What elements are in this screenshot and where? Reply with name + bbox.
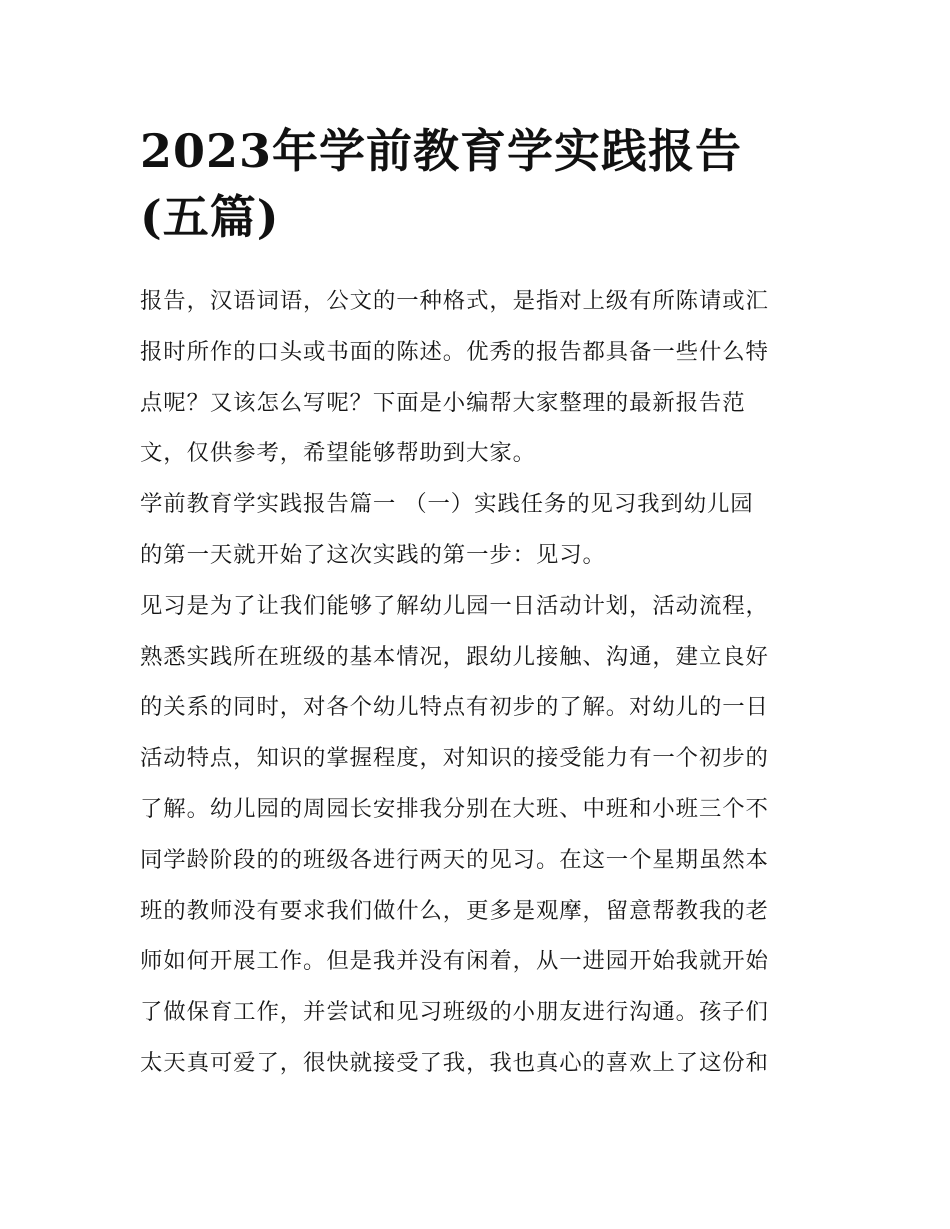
text-line: 师如何开展工作。但是我并没有闲着，从一进园开始我就开始 — [140, 948, 769, 975]
paragraph-intro — [140, 276, 820, 479]
document-title — [140, 118, 820, 250]
title-line-2: (五篇) — [140, 190, 280, 244]
paragraph-internship — [140, 581, 820, 1089]
text-line: 报时所作的口头或书面的陈述。优秀的报告都具备一些什么特 — [140, 338, 769, 365]
text-line: 了做保育工作，并尝试和见习班级的小朋友进行沟通。孩子们 — [140, 999, 769, 1026]
text-line: 文，仅供参考，希望能够帮助到大家。 — [140, 440, 536, 467]
text-line: 了解。幼儿园的周园长安排我分别在大班、中班和小班三个不 — [140, 795, 769, 822]
text-line: 同学龄阶段的的班级各进行两天的见习。在这一个星期虽然本 — [140, 846, 769, 873]
title-line-1: 2023年学前教育学实践报告 — [140, 124, 743, 178]
text-line: 太天真可爱了，很快就接受了我，我也真心的喜欢上了这份和 — [140, 1049, 769, 1076]
text-line: 见习是为了让我们能够了解幼儿园一日活动计划，活动流程， — [140, 592, 769, 619]
text-line: 熟悉实践所在班级的基本情况，跟幼儿接触、沟通，建立良好 — [140, 643, 769, 670]
text-line: 点呢？又该怎么写呢？下面是小编帮大家整理的最新报告范 — [140, 389, 746, 416]
text-line: 的第一天就开始了这次实践的第一步：见习。 — [140, 541, 606, 568]
text-line: 活动特点，知识的掌握程度，对知识的接受能力有一个初步的 — [140, 745, 769, 772]
paragraph-section-one — [140, 479, 820, 581]
document-body — [140, 276, 820, 1089]
text-line: 学前教育学实践报告篇一 （一）实践任务的见习我到幼儿园 — [140, 491, 754, 518]
text-line: 班的教师没有要求我们做什么，更多是观摩，留意帮教我的老 — [140, 897, 769, 924]
text-line: 报告，汉语词语，公文的一种格式，是指对上级有所陈请或汇 — [140, 288, 769, 314]
text-line: 的关系的同时，对各个幼儿特点有初步的了解。对幼儿的一日 — [140, 694, 769, 721]
